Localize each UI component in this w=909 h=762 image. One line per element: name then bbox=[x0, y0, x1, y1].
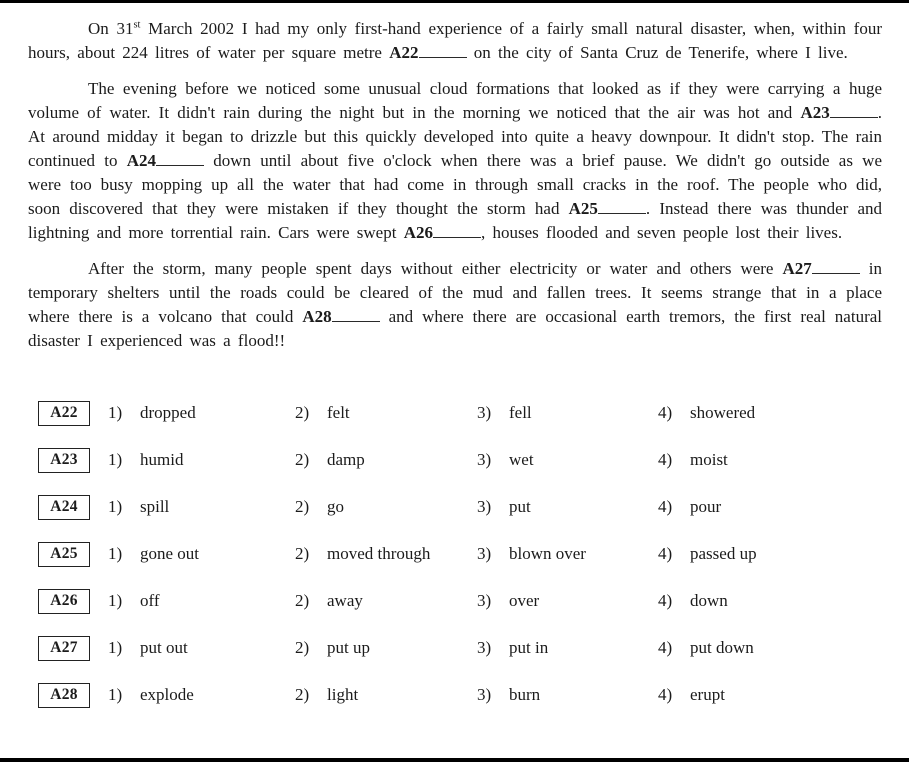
option-a24-2 bbox=[295, 497, 477, 517]
option-a23-2 bbox=[295, 450, 477, 470]
question-id-box-a22: A22 bbox=[38, 401, 90, 426]
question-row-a25 bbox=[38, 541, 909, 567]
reading-passage bbox=[0, 0, 909, 353]
option-a26-4 bbox=[658, 591, 909, 611]
option-number: 1) bbox=[108, 638, 123, 657]
option-number: 2) bbox=[295, 544, 310, 563]
option-text: fell bbox=[509, 403, 532, 422]
option-a25-2 bbox=[295, 544, 477, 564]
blank-line-a27 bbox=[812, 271, 860, 274]
option-text: light bbox=[327, 685, 359, 704]
paragraph-1: On 31st March 2002 I had my only first-hand experience of a fairly small natural disaster, when, within four hours, about 224 litres of water per square metre A22 on the city of Santa Cruz de Tenerife, where I live. bbox=[28, 19, 882, 62]
blank-label-a23: A23 bbox=[800, 103, 830, 122]
question-id-box-a26: A26 bbox=[38, 589, 90, 614]
option-number: 4) bbox=[658, 450, 673, 469]
option-a23-4 bbox=[658, 450, 909, 470]
option-a24-3 bbox=[477, 497, 658, 517]
question-row-a24 bbox=[38, 494, 909, 520]
blank-label-a26: A26 bbox=[403, 223, 433, 242]
blank-line-a28 bbox=[332, 319, 380, 322]
option-a26-2 bbox=[295, 591, 477, 611]
option-text: explode bbox=[140, 685, 194, 704]
option-a28-1 bbox=[108, 685, 295, 705]
option-number: 4) bbox=[658, 544, 673, 563]
option-text: moist bbox=[690, 450, 728, 469]
option-text: moved through bbox=[327, 544, 431, 563]
option-text: passed up bbox=[690, 544, 757, 563]
option-a25-3 bbox=[477, 544, 658, 564]
blank-label-a28: A28 bbox=[302, 307, 332, 326]
option-a28-3 bbox=[477, 685, 658, 705]
blank-line-a26 bbox=[433, 235, 481, 238]
ordinal-superscript: st bbox=[133, 19, 141, 31]
option-number: 3) bbox=[477, 685, 492, 704]
option-text: blown over bbox=[509, 544, 586, 563]
paragraph-3: After the storm, many people spent days without either electricity or water and others were A27 in temporary shelters until the roads could be cleared of the mud and fallen trees. It seems strange that in a place where there is a volcano that could A28 and where there are occasional earth tremors, the first real natural disaster I experienced was a flood!! bbox=[28, 259, 882, 350]
blank-label-a27: A27 bbox=[782, 259, 812, 278]
option-number: 3) bbox=[477, 544, 492, 563]
option-number: 4) bbox=[658, 685, 673, 704]
option-a25-4 bbox=[658, 544, 909, 564]
question-id-box-a23: A23 bbox=[38, 448, 90, 473]
option-number: 4) bbox=[658, 403, 673, 422]
option-a25-1 bbox=[108, 544, 295, 564]
option-a27-4 bbox=[658, 638, 909, 658]
blank-label-a25: A25 bbox=[568, 199, 598, 218]
option-number: 1) bbox=[108, 450, 123, 469]
question-row-a26 bbox=[38, 588, 909, 614]
question-table bbox=[0, 400, 909, 708]
option-number: 3) bbox=[477, 591, 492, 610]
option-number: 1) bbox=[108, 544, 123, 563]
option-text: gone out bbox=[140, 544, 200, 563]
scan-edge-top bbox=[0, 0, 909, 3]
option-text: put in bbox=[509, 638, 549, 657]
option-a27-3 bbox=[477, 638, 658, 658]
question-row-a28 bbox=[38, 682, 909, 708]
option-a26-1 bbox=[108, 591, 295, 611]
question-id-box-a24: A24 bbox=[38, 495, 90, 520]
option-text: spill bbox=[140, 497, 170, 516]
blank-line-a25 bbox=[598, 211, 646, 214]
option-text: pour bbox=[690, 497, 722, 516]
option-a27-1 bbox=[108, 638, 295, 658]
option-a26-3 bbox=[477, 591, 658, 611]
option-a23-3 bbox=[477, 450, 658, 470]
option-number: 1) bbox=[108, 403, 123, 422]
option-a28-4 bbox=[658, 685, 909, 705]
option-a27-2 bbox=[295, 638, 477, 658]
option-text: dropped bbox=[140, 403, 196, 422]
paragraph-2: The evening before we noticed some unusual cloud formations that looked as if they were carrying a huge volume of water. It didn't rain during the night but in the morning we noticed that the air was hot and A23 . At around midday it began to drizzle but this quickly developed into quite a heavy downpour. It didn't stop. The rain continued to A24 down until about five o'clock when there was a brief pause. We didn't go outside as we were too busy mopping up all the water that had come in through small cracks in the roof. The people who did, soon discovered that they were mistaken if they thought the storm had A25 . Instead there was thunder and lightning and more torrential rain. Cars were swept A26 , houses flooded and seven people lost their lives. bbox=[28, 79, 883, 242]
blank-line-a23 bbox=[830, 115, 878, 118]
option-a22-2 bbox=[295, 403, 477, 423]
option-text: put bbox=[509, 497, 531, 516]
question-row-a22 bbox=[38, 400, 909, 426]
option-text: put up bbox=[327, 638, 370, 657]
option-number: 2) bbox=[295, 497, 310, 516]
option-number: 3) bbox=[477, 403, 492, 422]
option-text: erupt bbox=[690, 685, 725, 704]
option-a24-1 bbox=[108, 497, 295, 517]
option-number: 2) bbox=[295, 403, 310, 422]
option-text: put down bbox=[690, 638, 754, 657]
option-text: down bbox=[690, 591, 728, 610]
blank-line-a24 bbox=[156, 163, 204, 166]
blank-label-a22: A22 bbox=[389, 43, 419, 62]
option-text: away bbox=[327, 591, 363, 610]
option-a24-4 bbox=[658, 497, 909, 517]
option-number: 1) bbox=[108, 685, 123, 704]
option-number: 3) bbox=[477, 497, 492, 516]
scan-edge-bottom bbox=[0, 758, 909, 762]
option-text: felt bbox=[327, 403, 350, 422]
option-a23-1 bbox=[108, 450, 295, 470]
option-a22-3 bbox=[477, 403, 658, 423]
option-number: 2) bbox=[295, 450, 310, 469]
option-text: off bbox=[140, 591, 160, 610]
option-number: 3) bbox=[477, 638, 492, 657]
option-number: 4) bbox=[658, 497, 673, 516]
option-number: 4) bbox=[658, 638, 673, 657]
question-id-box-a25: A25 bbox=[38, 542, 90, 567]
question-row-a27 bbox=[38, 635, 909, 661]
option-a28-2 bbox=[295, 685, 477, 705]
blank-label-a24: A24 bbox=[126, 151, 156, 170]
option-text: burn bbox=[509, 685, 541, 704]
option-number: 3) bbox=[477, 450, 492, 469]
option-text: damp bbox=[327, 450, 365, 469]
option-text: showered bbox=[690, 403, 756, 422]
question-id-box-a28: A28 bbox=[38, 683, 90, 708]
question-row-a23 bbox=[38, 447, 909, 473]
option-text: humid bbox=[140, 450, 184, 469]
option-a22-4 bbox=[658, 403, 909, 423]
option-text: wet bbox=[509, 450, 534, 469]
question-id-box-a27: A27 bbox=[38, 636, 90, 661]
option-number: 1) bbox=[108, 591, 123, 610]
blank-line-a22 bbox=[419, 55, 467, 58]
option-text: over bbox=[509, 591, 540, 610]
option-text: put out bbox=[140, 638, 188, 657]
option-number: 2) bbox=[295, 591, 310, 610]
option-a22-1 bbox=[108, 403, 295, 423]
option-number: 2) bbox=[295, 685, 310, 704]
option-number: 4) bbox=[658, 591, 673, 610]
option-number: 2) bbox=[295, 638, 310, 657]
option-text: go bbox=[327, 497, 344, 516]
option-number: 1) bbox=[108, 497, 123, 516]
